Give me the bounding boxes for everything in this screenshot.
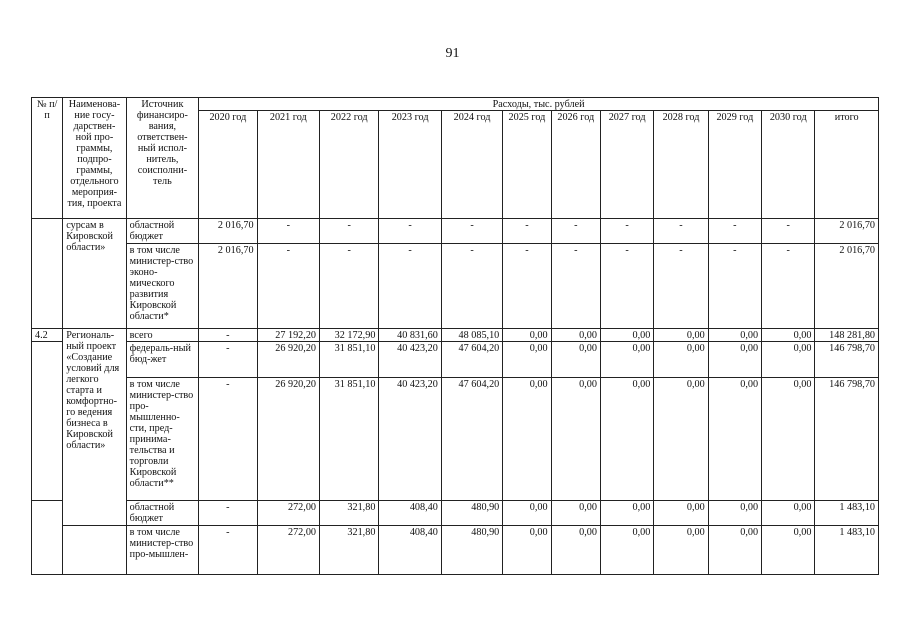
value-cell: - xyxy=(708,244,761,329)
value-cell: 0,00 xyxy=(551,501,600,526)
value-cell: 0,00 xyxy=(600,342,653,378)
value-cell: 272,00 xyxy=(257,526,319,575)
header-number: № п/п xyxy=(32,98,63,219)
value-cell: 40 831,60 xyxy=(379,329,441,342)
total-cell: 2 016,70 xyxy=(815,219,879,244)
value-cell: - xyxy=(600,219,653,244)
table-row xyxy=(32,329,879,342)
total-cell: 148 281,80 xyxy=(815,329,879,342)
value-cell: - xyxy=(503,219,551,244)
value-cell: 272,00 xyxy=(257,501,319,526)
header-year: 2021 год xyxy=(257,111,319,219)
value-cell: - xyxy=(654,244,708,329)
value-cell: 40 423,20 xyxy=(379,342,441,378)
value-cell: 31 851,10 xyxy=(320,378,379,501)
page-number: 91 xyxy=(445,46,460,61)
table-row xyxy=(32,244,879,329)
funding-source: всего xyxy=(126,329,199,342)
table-row xyxy=(32,526,879,575)
value-cell: 40 423,20 xyxy=(379,378,441,501)
row-number: 4.2 xyxy=(32,329,63,342)
value-cell: 0,00 xyxy=(762,501,815,526)
value-cell: 0,00 xyxy=(654,329,708,342)
value-cell: - xyxy=(257,219,319,244)
funding-source: областной бюджет xyxy=(126,219,199,244)
total-cell: 1 483,10 xyxy=(815,526,879,575)
value-cell: - xyxy=(503,244,551,329)
total-cell: 146 798,70 xyxy=(815,342,879,378)
value-cell: - xyxy=(708,219,761,244)
header-year: 2023 год xyxy=(379,111,441,219)
value-cell: 0,00 xyxy=(654,378,708,501)
value-cell: 0,00 xyxy=(551,526,600,575)
program-name: сурсам в Кировской области» xyxy=(63,219,126,329)
value-cell: 408,40 xyxy=(379,501,441,526)
header-year: 2027 год xyxy=(600,111,653,219)
value-cell: 0,00 xyxy=(762,526,815,575)
table-row xyxy=(32,342,879,378)
table-row xyxy=(32,219,879,244)
value-cell: 0,00 xyxy=(503,342,551,378)
program-name: Региональ-ный проект «Создание условий для легкого старта и комфортно-го ведения бизнеса в Кировской области» xyxy=(63,329,126,526)
header-year: 2026 год xyxy=(551,111,600,219)
value-cell: - xyxy=(379,219,441,244)
header-year: 2022 год xyxy=(320,111,379,219)
header-program-name: Наименова-ние госу-дарствен-ной про-граммы, подпро-граммы, отдельного мероприя-тия, проекта xyxy=(63,98,126,219)
value-cell: - xyxy=(257,244,319,329)
value-cell: 0,00 xyxy=(503,329,551,342)
row-number xyxy=(32,219,63,329)
header-year: 2029 год xyxy=(708,111,761,219)
value-cell: - xyxy=(441,219,502,244)
value-cell: 0,00 xyxy=(762,342,815,378)
total-cell: 1 483,10 xyxy=(815,501,879,526)
value-cell: - xyxy=(379,244,441,329)
funding-source: федераль-ный бюд-жет xyxy=(126,342,199,378)
value-cell: 0,00 xyxy=(600,501,653,526)
value-cell: 480,90 xyxy=(441,501,502,526)
value-cell: 480,90 xyxy=(441,526,502,575)
value-cell: 0,00 xyxy=(762,329,815,342)
value-cell: 0,00 xyxy=(551,378,600,501)
value-cell: 0,00 xyxy=(654,501,708,526)
value-cell: 0,00 xyxy=(708,501,761,526)
value-cell: - xyxy=(320,219,379,244)
header-year: 2020 год xyxy=(199,111,257,219)
value-cell: 0,00 xyxy=(551,329,600,342)
value-cell: 0,00 xyxy=(708,526,761,575)
funding-source: в том числе министер-ство про-мышлен- xyxy=(126,526,199,575)
value-cell: 0,00 xyxy=(503,378,551,501)
value-cell: - xyxy=(199,501,257,526)
value-cell: 26 920,20 xyxy=(257,378,319,501)
funding-source: в том числе министер-ство эконо-мического развития Кировской области* xyxy=(126,244,199,329)
funding-source: в том числе министер-ство про-мышленно-сти, пред-принима-тельства и торговли Кировской области** xyxy=(126,378,199,501)
budget-expenses-table xyxy=(31,97,879,575)
header-year: 2025 год xyxy=(503,111,551,219)
value-cell: 2 016,70 xyxy=(199,219,257,244)
table-row xyxy=(32,378,879,501)
value-cell: 2 016,70 xyxy=(199,244,257,329)
value-cell: 0,00 xyxy=(654,342,708,378)
header-year: 2028 год xyxy=(654,111,708,219)
value-cell: - xyxy=(199,342,257,378)
value-cell: 27 192,20 xyxy=(257,329,319,342)
funding-source: областной бюджет xyxy=(126,501,199,526)
value-cell: - xyxy=(441,244,502,329)
value-cell: 0,00 xyxy=(551,342,600,378)
value-cell: 31 851,10 xyxy=(320,342,379,378)
value-cell: 47 604,20 xyxy=(441,378,502,501)
value-cell: 47 604,20 xyxy=(441,342,502,378)
value-cell: 0,00 xyxy=(708,342,761,378)
total-cell: 2 016,70 xyxy=(815,244,879,329)
value-cell: 321,80 xyxy=(320,501,379,526)
value-cell: 26 920,20 xyxy=(257,342,319,378)
value-cell: 0,00 xyxy=(708,329,761,342)
header-funding-source: Источник финансиро-вания, ответствен-ный испол-нитель, соисполни-тель xyxy=(126,98,199,219)
value-cell: 0,00 xyxy=(503,501,551,526)
header-year: 2030 год xyxy=(762,111,815,219)
value-cell: - xyxy=(762,219,815,244)
header-total: итого xyxy=(815,111,879,219)
value-cell: 408,40 xyxy=(379,526,441,575)
value-cell: 0,00 xyxy=(600,329,653,342)
value-cell: - xyxy=(762,244,815,329)
table-row xyxy=(32,501,879,526)
row-number-continued xyxy=(32,501,63,575)
value-cell: 0,00 xyxy=(503,526,551,575)
value-cell: - xyxy=(551,219,600,244)
value-cell: 0,00 xyxy=(600,378,653,501)
program-name-continued xyxy=(63,526,126,575)
value-cell: - xyxy=(654,219,708,244)
value-cell: 32 172,90 xyxy=(320,329,379,342)
value-cell: - xyxy=(199,378,257,501)
value-cell: 0,00 xyxy=(762,378,815,501)
value-cell: 48 085,10 xyxy=(441,329,502,342)
value-cell: - xyxy=(320,244,379,329)
value-cell: 0,00 xyxy=(654,526,708,575)
value-cell: - xyxy=(551,244,600,329)
row-number-continued xyxy=(32,342,63,501)
value-cell: 0,00 xyxy=(600,526,653,575)
value-cell: 0,00 xyxy=(708,378,761,501)
value-cell: - xyxy=(199,526,257,575)
value-cell: 321,80 xyxy=(320,526,379,575)
value-cell: - xyxy=(600,244,653,329)
value-cell: - xyxy=(199,329,257,342)
header-year: 2024 год xyxy=(441,111,502,219)
header-expenses: Расходы, тыс. рублей xyxy=(199,98,879,111)
total-cell: 146 798,70 xyxy=(815,378,879,501)
